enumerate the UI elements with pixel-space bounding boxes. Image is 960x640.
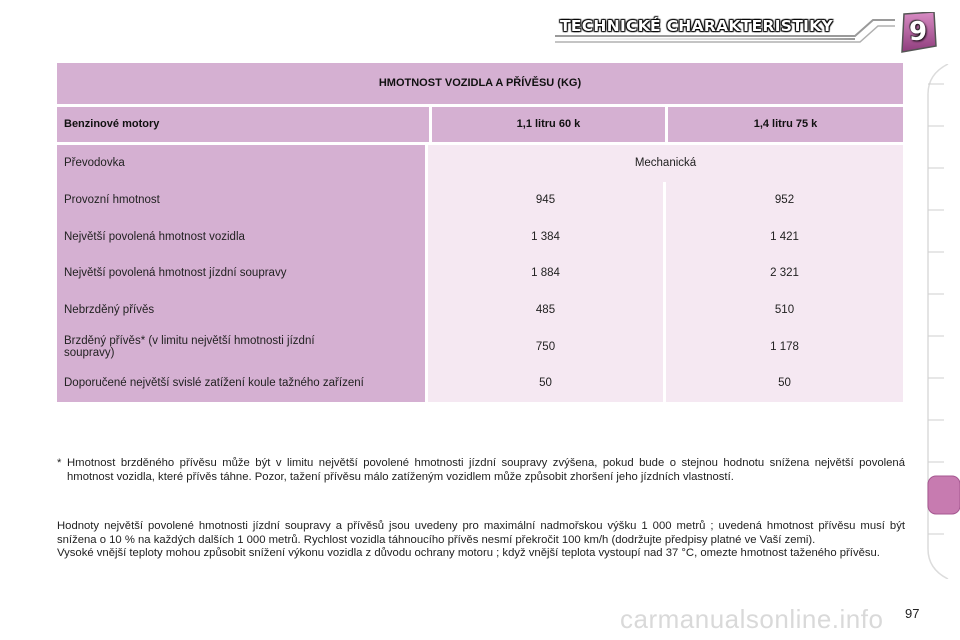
- row-label: Největší povolená hmotnost jízdní soupravy: [64, 267, 287, 280]
- table-cell: 750: [535, 340, 556, 353]
- table-cell: 50: [778, 377, 791, 390]
- column-header-engine-2: 1,4 litru 75 k: [668, 107, 903, 142]
- table-cell: 952: [774, 194, 795, 207]
- table-cell: 945: [535, 194, 556, 207]
- page-number: 97: [905, 606, 920, 621]
- row-labels: [57, 145, 425, 402]
- notes: [57, 520, 905, 561]
- weights-table: [57, 63, 903, 402]
- row-label: Provozní hmotnost: [64, 194, 160, 207]
- row-label-gearbox: Převodovka: [64, 157, 125, 170]
- table-cell: 1 421: [770, 230, 799, 243]
- row-label: Nebrzděný přívěs: [64, 304, 155, 317]
- gearbox-value: Mechanická: [428, 145, 903, 182]
- table-cell: 50: [539, 377, 552, 390]
- footnote-text: Hmotnost brzděného přívěsu může být v limitu největší povolené hmotnosti jízdní soupravy zvýšena, pokud bude o stejnou hodnotu snížena největší povolená hmotnost vozidla, které přívěs táhne. Pozor, tažení přívěsu málo zatíženým vozidlem může způsobit zhoršení jeho jízdních vlastností.: [67, 457, 905, 483]
- table-cell: 1 384: [531, 230, 560, 243]
- table-title: HMOTNOST VOZIDLA A PŘÍVĚSU (KG): [57, 63, 903, 104]
- value-columns: [428, 182, 903, 402]
- row-label: Doporučené největší svislé zatížení koule tažného zařízení: [64, 377, 364, 390]
- row-label: Brzděný přívěs* (v limitu největší hmotnosti jízdní soupravy): [64, 334, 315, 359]
- table-cell: 2 321: [770, 267, 799, 280]
- column-header-engine-1: 1,1 litru 60 k: [432, 107, 665, 142]
- page-title: TECHNICKÉ CHARAKTERISTIKY: [560, 17, 834, 35]
- table-cell: 510: [774, 304, 795, 317]
- table-cell: 485: [535, 304, 556, 317]
- footnote-mark: *: [57, 457, 62, 469]
- column-header-engine: Benzinové motory: [57, 107, 429, 142]
- table-cell: 1 178: [770, 340, 799, 353]
- table-header-row: [57, 107, 903, 142]
- table-cell: 1 884: [531, 267, 560, 280]
- row-values: [428, 145, 903, 402]
- note-paragraph: Hodnoty největší povolené hmotnosti jízdní soupravy a přívěsů jsou uvedeny pro maximální nadmořskou výšku 1 000 metrů ; uvedená hmotnost přívěsu musí být snížena o 10 % na každých dalších 1 000 metrů. Rychlost vozidla táhnoucího přívěs nesmí překročit 100 km/h (dodržujte předpisy platné ve Vaší zemi).: [57, 520, 905, 546]
- table-body: [57, 145, 903, 402]
- footnote: [57, 457, 905, 484]
- chapter-number: 9: [908, 17, 928, 47]
- value-column-2: [666, 182, 903, 402]
- chapter-tabs: [922, 64, 960, 579]
- watermark-text: carmanualsonline.info: [620, 604, 884, 634]
- row-label: Největší povolená hmotnost vozidla: [64, 230, 245, 243]
- note-paragraph: Vysoké vnější teploty mohou způsobit snížení výkonu vozidla z důvodu ochrany motoru ; když vnější teplota vystoupí nad 37 °C, omezte hmotnost taženého přívěsu.: [57, 547, 880, 559]
- value-column-1: [428, 182, 663, 402]
